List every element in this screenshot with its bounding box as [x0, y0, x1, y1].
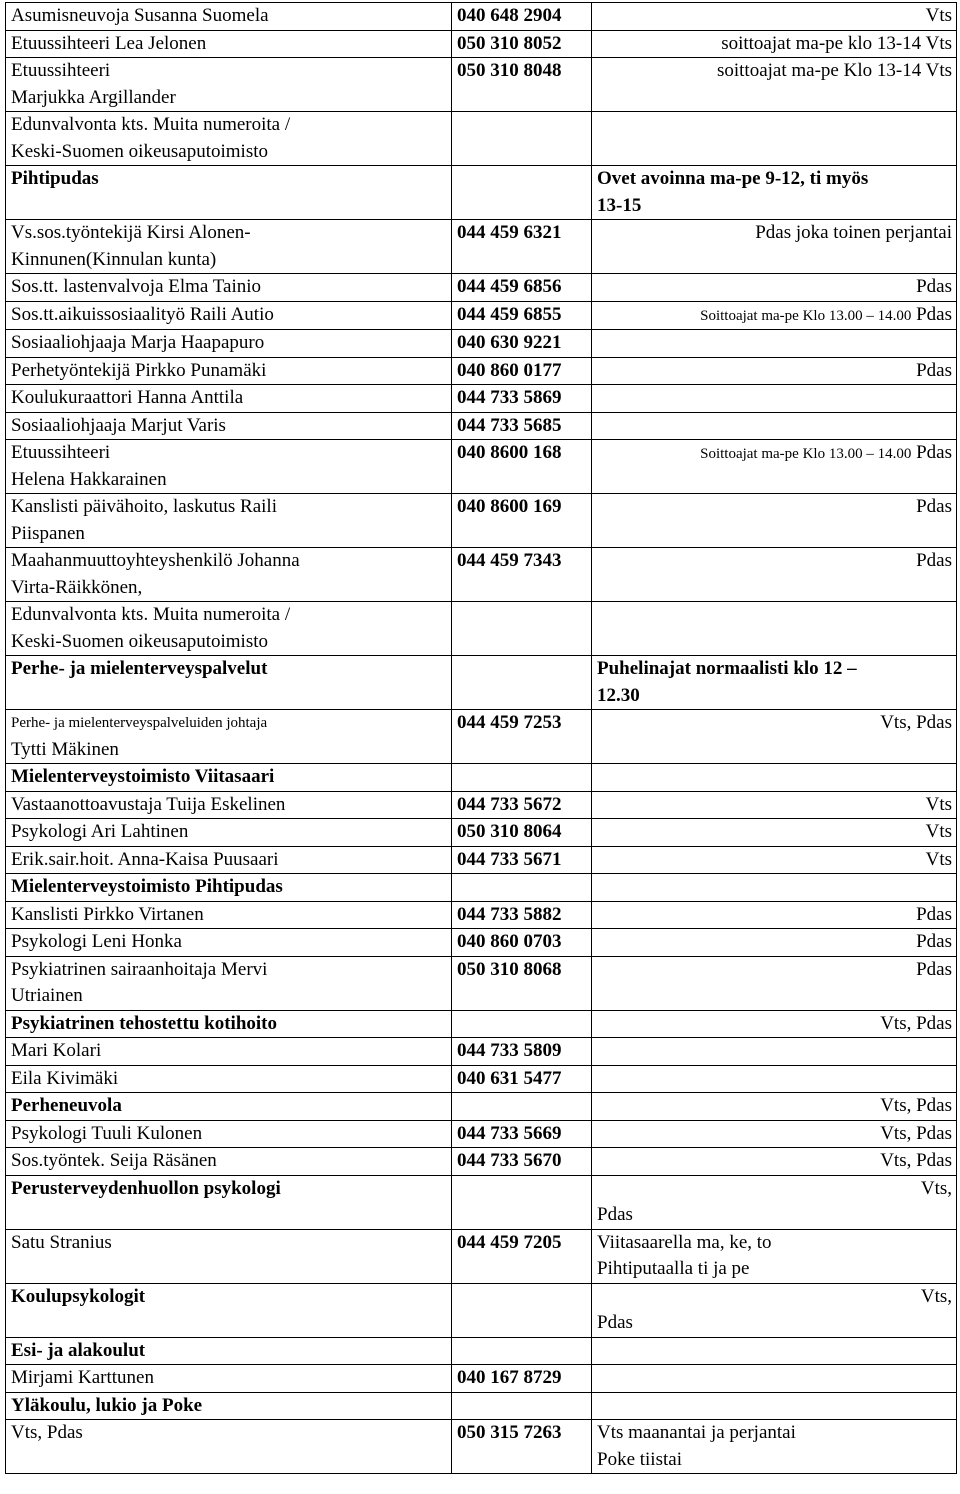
- note-line: Pdas: [597, 1312, 633, 1333]
- contact-table: [5, 2, 957, 1474]
- contact-table-body: [6, 3, 957, 1474]
- note-cell: [592, 819, 957, 847]
- contact-name-line: Psykologi Ari Lahtinen: [11, 821, 189, 842]
- table-row: [6, 301, 957, 330]
- note-cell: [592, 357, 957, 385]
- contact-name-line: Sos.tt.aikuissosiaalityö Raili Autio: [11, 303, 274, 325]
- table-row: [6, 819, 957, 847]
- phone-number-cell: [452, 656, 592, 710]
- contact-name-line: Sos.työntek. Seija Räsänen: [11, 1150, 217, 1171]
- phone-number-cell: 044 733 5671: [452, 846, 592, 874]
- contact-name-line: Koulupsykologit: [11, 1285, 146, 1307]
- contact-name-line: Mielenterveystoimisto Viitasaari: [11, 766, 275, 787]
- contact-name-cell: [6, 301, 452, 330]
- table-row: [6, 846, 957, 874]
- contact-name-cell: [6, 901, 452, 929]
- contact-name-line: Sos.tt. lastenvalvoja Elma Tainio: [11, 276, 262, 297]
- contact-name-cell: [6, 112, 452, 166]
- contact-name-line: Eila Kivimäki: [11, 1067, 119, 1089]
- note-line: Vts,: [920, 1177, 952, 1199]
- contact-name-cell: [6, 846, 452, 874]
- note-cell: [592, 58, 957, 112]
- note-line: Pdas: [916, 931, 952, 952]
- table-row: [6, 440, 957, 494]
- phone-number-cell: 044 733 5869: [452, 385, 592, 413]
- note-line: Pdas: [916, 496, 952, 517]
- contact-name-line: Helena Hakkarainen: [11, 468, 167, 490]
- contact-name-cell: [6, 1392, 452, 1420]
- note-line: Pihtiputaalla ti ja pe: [597, 1258, 750, 1279]
- contact-name-cell: [6, 220, 452, 274]
- phone-number-cell: [452, 1392, 592, 1420]
- contact-name-cell: [6, 764, 452, 792]
- contact-name-cell: [6, 440, 452, 494]
- contact-name-line: Psykiatrinen sairaanhoitaja Mervi: [11, 958, 268, 980]
- contact-name-line: Perhetyöntekijä Pirkko Punamäki: [11, 359, 267, 381]
- contact-name-cell: [6, 330, 452, 358]
- note-line: Pdas: [916, 958, 952, 980]
- contact-name-line: Sosiaaliohjaaja Marja Haapapuro: [11, 332, 265, 353]
- table-row: [6, 548, 957, 602]
- contact-name-cell: [6, 1148, 452, 1176]
- contact-name-line: Etuussihteeri Lea Jelonen: [11, 32, 207, 54]
- note-line: [597, 302, 952, 330]
- contact-name-line: Virta-Räikkönen,: [11, 576, 143, 598]
- contact-name-line: Marjukka Argillander: [11, 86, 176, 108]
- contact-name-cell: [6, 1038, 452, 1066]
- phone-number-cell: 040 8600 168: [452, 440, 592, 494]
- note-line: Vts: [925, 848, 952, 870]
- table-row: [6, 112, 957, 166]
- phone-number-cell: [452, 112, 592, 166]
- phone-number-cell: [452, 764, 592, 792]
- phone-number-cell: 050 310 8068: [452, 956, 592, 1010]
- contact-name-cell: [6, 1365, 452, 1393]
- contact-name-cell: [6, 656, 452, 710]
- note-line: Vts maanantai ja perjantai: [597, 1422, 796, 1443]
- contact-name-line: Sosiaaliohjaaja Marjut Varis: [11, 414, 226, 436]
- contact-name-line: Perheneuvola: [11, 1095, 122, 1116]
- contact-name-line: Perusterveydenhuollon psykologi: [11, 1177, 281, 1199]
- table-row: [6, 1420, 957, 1474]
- contact-name-line: Kinnunen(Kinnulan kunta): [11, 248, 217, 270]
- table-row: [6, 58, 957, 112]
- phone-number-cell: 044 459 7343: [452, 548, 592, 602]
- phone-number-cell: 044 459 6321: [452, 220, 592, 274]
- contact-name-cell: [6, 548, 452, 602]
- contact-name-cell: [6, 3, 452, 31]
- table-row: [6, 791, 957, 819]
- note-location-text: Pdas: [911, 303, 952, 325]
- note-line: Viitasaarella ma, ke, to: [597, 1231, 772, 1253]
- contact-name-cell: [6, 274, 452, 302]
- phone-number-cell: [452, 1175, 592, 1229]
- phone-number-cell: 050 315 7263: [452, 1420, 592, 1474]
- contact-name-cell: [6, 791, 452, 819]
- contact-name-line: Mirjami Karttunen: [11, 1367, 154, 1388]
- note-cell: [592, 494, 957, 548]
- contact-name-cell: [6, 956, 452, 1010]
- phone-number-cell: 044 733 5669: [452, 1120, 592, 1148]
- note-cell: [592, 274, 957, 302]
- contact-name-line: Asumisneuvoja Susanna Suomela: [11, 5, 269, 26]
- contact-name-cell: [6, 58, 452, 112]
- table-row: [6, 1038, 957, 1066]
- phone-number-cell: 040 167 8729: [452, 1365, 592, 1393]
- contact-name-cell: [6, 1010, 452, 1038]
- phone-number-cell: [452, 1337, 592, 1365]
- note-line: Vts: [925, 821, 952, 842]
- phone-number-cell: [452, 602, 592, 656]
- note-cell: [592, 1120, 957, 1148]
- note-cell: [592, 1010, 957, 1038]
- phone-number-cell: [452, 166, 592, 220]
- note-cell: [592, 1038, 957, 1066]
- note-hours-text: Soittoajat ma-pe Klo 13.00 – 14.00: [700, 446, 912, 462]
- phone-number-cell: 040 648 2904: [452, 3, 592, 31]
- contact-name-line: Mari Kolari: [11, 1040, 102, 1061]
- note-cell: [592, 440, 957, 494]
- table-row: [6, 1229, 957, 1283]
- note-line: Vts, Pdas: [880, 1012, 952, 1034]
- phone-number-cell: [452, 1283, 592, 1337]
- contact-name-line: Edunvalvonta kts. Muita numeroita /: [11, 114, 291, 135]
- contact-name-line: Maahanmuuttoyhteyshenkilö Johanna: [11, 550, 300, 571]
- contact-name-line: Esi- ja alakoulut: [11, 1339, 146, 1361]
- section-header-row: [6, 1392, 957, 1420]
- note-line: soittoajat ma-pe klo 13-14 Vts: [721, 32, 952, 54]
- table-row: [6, 710, 957, 764]
- note-cell: [592, 1065, 957, 1093]
- note-cell: [592, 956, 957, 1010]
- note-cell: [592, 901, 957, 929]
- note-line: Vts, Pdas: [880, 1150, 952, 1171]
- phone-number-cell: 044 733 5882: [452, 901, 592, 929]
- phone-number-cell: 044 459 6855: [452, 301, 592, 330]
- phone-number-cell: 040 860 0177: [452, 357, 592, 385]
- note-cell: [592, 220, 957, 274]
- note-line: Ovet avoinna ma-pe 9-12, ti myös: [597, 168, 869, 189]
- note-cell: [592, 1229, 957, 1283]
- note-cell: [592, 874, 957, 902]
- contact-name-line: Etuussihteeri: [11, 60, 111, 81]
- contact-name-line: Pihtipudas: [11, 168, 99, 189]
- contact-name-cell: [6, 412, 452, 440]
- contact-name-line: Keski-Suomen oikeusaputoimisto: [11, 630, 269, 652]
- note-line: [597, 440, 952, 468]
- note-cell: [592, 1420, 957, 1474]
- table-row: [6, 1148, 957, 1176]
- contact-name-cell: [6, 1337, 452, 1365]
- table-row: [6, 3, 957, 31]
- section-header-row: [6, 1093, 957, 1121]
- note-cell: [592, 1365, 957, 1393]
- contact-name-cell: [6, 494, 452, 548]
- note-line: Vts: [925, 5, 952, 26]
- contact-name-line: Vastaanottoavustaja Tuija Eskelinen: [11, 793, 286, 815]
- phone-number-cell: 044 733 5685: [452, 412, 592, 440]
- contact-name-cell: [6, 1175, 452, 1229]
- note-line: Pdas joka toinen perjantai: [755, 222, 952, 243]
- contact-name-line: Keski-Suomen oikeusaputoimisto: [11, 140, 269, 162]
- table-row: [6, 30, 957, 58]
- table-row: [6, 901, 957, 929]
- note-line: Poke tiistai: [597, 1448, 682, 1470]
- contact-name-line: Erik.sair.hoit. Anna-Kaisa Puusaari: [11, 848, 279, 870]
- note-line: Vts, Pdas: [880, 1095, 952, 1116]
- contact-name-cell: [6, 1093, 452, 1121]
- contact-name-cell: [6, 1120, 452, 1148]
- contact-name-cell: [6, 929, 452, 957]
- note-cell: [592, 1093, 957, 1121]
- table-row: [6, 602, 957, 656]
- contact-name-cell: [6, 710, 452, 764]
- section-header-row: [6, 166, 957, 220]
- table-row: [6, 357, 957, 385]
- contact-name-cell: [6, 874, 452, 902]
- note-line: 13-15: [597, 194, 642, 216]
- note-cell: [592, 1283, 957, 1337]
- phone-number-cell: [452, 1093, 592, 1121]
- phone-number-cell: 040 8600 169: [452, 494, 592, 548]
- note-location-text: Pdas: [911, 442, 952, 463]
- contact-name-line: Psykologi Tuuli Kulonen: [11, 1122, 203, 1144]
- note-line: Vts,: [920, 1285, 952, 1307]
- note-cell: [592, 330, 957, 358]
- table-row: [6, 385, 957, 413]
- note-line: 12.30: [597, 684, 640, 706]
- note-cell: [592, 548, 957, 602]
- contact-name-line: Edunvalvonta kts. Muita numeroita /: [11, 604, 291, 625]
- table-row: [6, 412, 957, 440]
- note-line: Vts, Pdas: [880, 1122, 952, 1144]
- note-cell: [592, 301, 957, 330]
- phone-number-cell: 044 733 5672: [452, 791, 592, 819]
- section-header-row: [6, 1010, 957, 1038]
- note-line: Puhelinajat normaalisti klo 12 –: [597, 658, 857, 679]
- phone-number-cell: 040 860 0703: [452, 929, 592, 957]
- note-line: soittoajat ma-pe Klo 13-14 Vts: [716, 60, 952, 81]
- contact-name-line: Yläkoulu, lukio ja Poke: [11, 1394, 203, 1416]
- contact-name-cell: [6, 819, 452, 847]
- note-cell: [592, 656, 957, 710]
- note-line: Pdas: [597, 1204, 633, 1225]
- table-row: [6, 330, 957, 358]
- contact-name-line: Perhe- ja mielenterveyspalveluiden johtaja: [11, 715, 268, 731]
- note-line: Pdas: [916, 359, 952, 381]
- contact-name-line: Satu Stranius: [11, 1231, 112, 1253]
- table-row: [6, 929, 957, 957]
- contact-name-line: Perhe- ja mielenterveyspalvelut: [11, 658, 268, 679]
- contact-name-line: Psykiatrinen tehostettu kotihoito: [11, 1012, 277, 1034]
- phone-number-cell: 050 310 8048: [452, 58, 592, 112]
- note-cell: [592, 412, 957, 440]
- note-hours-text: Soittoajat ma-pe Klo 13.00 – 14.00: [700, 307, 912, 324]
- contact-name-cell: [6, 602, 452, 656]
- table-row: [6, 1065, 957, 1093]
- note-cell: [592, 1148, 957, 1176]
- section-header-row: [6, 1337, 957, 1365]
- contact-name-cell: [6, 357, 452, 385]
- table-row: [6, 1365, 957, 1393]
- note-line: Pdas: [916, 276, 952, 297]
- note-cell: [592, 929, 957, 957]
- note-line: Pdas: [916, 903, 952, 925]
- phone-number-cell: 050 310 8064: [452, 819, 592, 847]
- section-header-row: [6, 874, 957, 902]
- note-line: Vts, Pdas: [880, 712, 952, 733]
- contact-name-line: Mielenterveystoimisto Pihtipudas: [11, 876, 283, 897]
- table-row: [6, 956, 957, 1010]
- contact-name-cell: [6, 1065, 452, 1093]
- phone-number-cell: 044 459 7253: [452, 710, 592, 764]
- contact-name-line: Vts, Pdas: [11, 1422, 83, 1443]
- contact-name-line: Etuussihteeri: [11, 442, 111, 463]
- phone-number-cell: [452, 874, 592, 902]
- phone-number-cell: 044 459 6856: [452, 274, 592, 302]
- note-cell: [592, 1337, 957, 1365]
- note-cell: [592, 710, 957, 764]
- section-header-row: [6, 1283, 957, 1337]
- contact-name-cell: [6, 1283, 452, 1337]
- note-cell: [592, 1175, 957, 1229]
- table-row: [6, 1120, 957, 1148]
- note-cell: [592, 112, 957, 166]
- section-header-row: [6, 764, 957, 792]
- phone-number-cell: [452, 1010, 592, 1038]
- note-cell: [592, 602, 957, 656]
- contact-name-cell: [6, 166, 452, 220]
- contact-name-line: Kanslisti päivähoito, laskutus Raili: [11, 496, 277, 517]
- note-cell: [592, 385, 957, 413]
- contact-name-cell: [6, 1420, 452, 1474]
- contact-name-line: Koulukuraattori Hanna Anttila: [11, 387, 244, 408]
- contact-name-line: Utriainen: [11, 985, 83, 1006]
- contact-name-cell: [6, 385, 452, 413]
- contact-name-line: Piispanen: [11, 522, 85, 544]
- contact-name-cell: [6, 30, 452, 58]
- phone-number-cell: 044 459 7205: [452, 1229, 592, 1283]
- phone-number-cell: 044 733 5670: [452, 1148, 592, 1176]
- phone-number-cell: 040 631 5477: [452, 1065, 592, 1093]
- table-row: [6, 494, 957, 548]
- contact-name-line: Vs.sos.työntekijä Kirsi Alonen-: [11, 222, 251, 243]
- phone-number-cell: 040 630 9221: [452, 330, 592, 358]
- table-row: [6, 220, 957, 274]
- phone-number-cell: 050 310 8052: [452, 30, 592, 58]
- contact-name-line: Psykologi Leni Honka: [11, 931, 182, 952]
- section-header-row: [6, 656, 957, 710]
- note-cell: [592, 166, 957, 220]
- note-cell: [592, 1392, 957, 1420]
- section-header-row: [6, 1175, 957, 1229]
- contact-name-line: Kanslisti Pirkko Virtanen: [11, 903, 204, 925]
- note-cell: [592, 791, 957, 819]
- phone-number-cell: 044 733 5809: [452, 1038, 592, 1066]
- table-row: [6, 274, 957, 302]
- note-cell: [592, 846, 957, 874]
- note-cell: [592, 3, 957, 31]
- contact-name-cell: [6, 1229, 452, 1283]
- note-cell: [592, 764, 957, 792]
- contact-name-line: Tytti Mäkinen: [11, 738, 119, 760]
- note-cell: [592, 30, 957, 58]
- note-line: Pdas: [916, 550, 952, 571]
- note-line: Vts: [925, 793, 952, 815]
